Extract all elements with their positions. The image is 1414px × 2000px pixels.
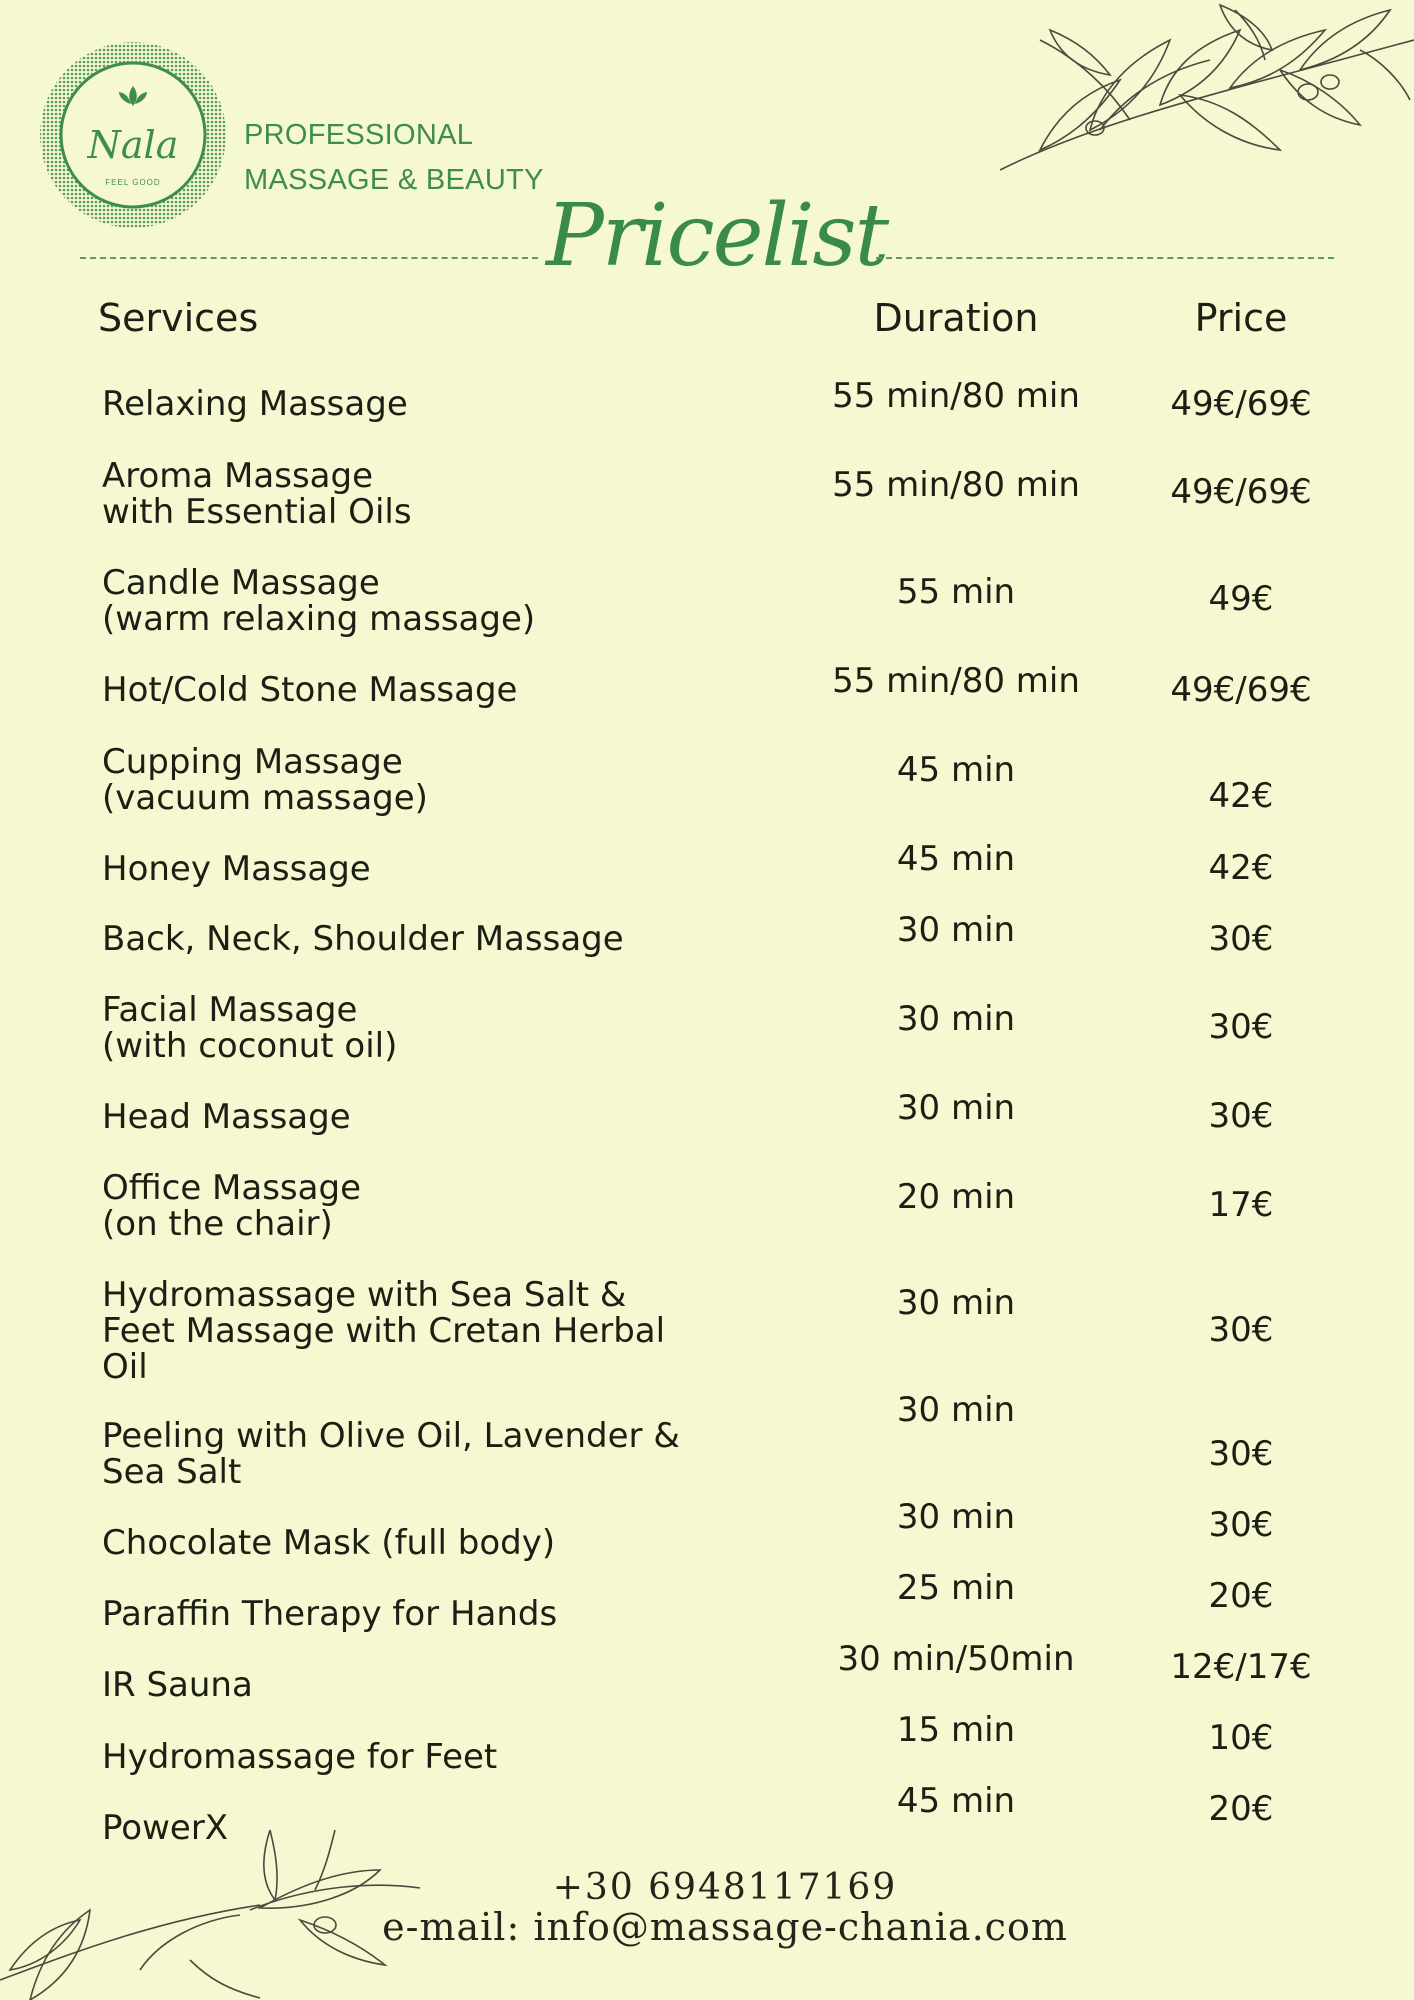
- service-price: 12€/17€: [1170, 1647, 1312, 1687]
- service-price: 42€: [1208, 776, 1274, 816]
- service-duration: 55 min/80 min: [832, 465, 1080, 505]
- service-name: Cupping Massage (vacuum massage): [102, 742, 428, 818]
- service-price: 30€: [1208, 1007, 1274, 1047]
- service-duration: 30 min: [896, 910, 1016, 950]
- service-price: 30€: [1208, 1310, 1274, 1350]
- header-price: Price: [1194, 296, 1288, 340]
- service-name: IR Sauna: [102, 1665, 253, 1705]
- service-duration: 30 min: [896, 1283, 1016, 1323]
- service-duration: 30 min: [896, 1497, 1016, 1537]
- service-duration: 45 min: [896, 1781, 1016, 1821]
- service-name: PowerX: [102, 1808, 229, 1848]
- service-price: 49€/69€: [1170, 472, 1312, 512]
- service-duration: 25 min: [896, 1568, 1016, 1608]
- contact-phone[interactable]: +30 6948117169: [552, 1867, 898, 1908]
- service-duration: 15 min: [896, 1710, 1016, 1750]
- service-price: 20€: [1208, 1789, 1274, 1829]
- service-duration: 45 min: [896, 839, 1016, 879]
- service-duration: 55 min/80 min: [832, 376, 1080, 416]
- service-duration: 55 min: [896, 572, 1016, 612]
- service-price: 42€: [1208, 848, 1274, 888]
- service-name: Candle Massage (warm relaxing massage): [102, 563, 536, 639]
- logo-tagline: FEEL GOOD: [105, 178, 161, 187]
- service-name: Hydromassage for Feet: [102, 1737, 498, 1777]
- service-name: Office Massage (on the chair): [102, 1168, 361, 1244]
- title-rule-left: [80, 257, 538, 259]
- olive-branch-icon: [980, 0, 1414, 180]
- service-duration: 55 min/80 min: [832, 661, 1080, 701]
- brand-line-2: MASSAGE & BEAUTY: [244, 164, 544, 196]
- service-price: 17€: [1208, 1185, 1274, 1225]
- service-name: Aroma Massage with Essential Oils: [102, 456, 412, 532]
- service-name: Hydromassage with Sea Salt & Feet Massage with Cretan Herbal Oil: [102, 1275, 666, 1387]
- service-name: Peeling with Olive Oil, Lavender & Sea Salt: [102, 1416, 680, 1492]
- service-price: 49€/69€: [1170, 384, 1312, 424]
- service-duration: 30 min/50min: [837, 1639, 1075, 1679]
- service-price: 30€: [1208, 919, 1274, 959]
- header-services: Services: [98, 296, 259, 340]
- header-duration: Duration: [873, 296, 1039, 340]
- service-price: 49€: [1208, 579, 1274, 619]
- service-duration: 45 min: [896, 750, 1016, 790]
- service-name: Paraffin Therapy for Hands: [102, 1594, 558, 1634]
- brand-line-1: PROFESSIONAL: [244, 119, 474, 151]
- service-duration: 30 min: [896, 1390, 1016, 1430]
- title-rule-right: [876, 257, 1334, 259]
- logo-name: Nala: [87, 123, 179, 167]
- service-name: Relaxing Massage: [102, 384, 408, 424]
- service-price: 30€: [1208, 1434, 1274, 1474]
- contact-email[interactable]: e-mail: info@massage-chania.com: [382, 1905, 1068, 1949]
- service-duration: 20 min: [896, 1177, 1016, 1217]
- service-price: 10€: [1208, 1718, 1274, 1758]
- service-price: 20€: [1208, 1576, 1274, 1616]
- service-price: 49€/69€: [1170, 670, 1312, 710]
- service-name: Honey Massage: [102, 849, 371, 889]
- service-duration: 30 min: [896, 999, 1016, 1039]
- service-name: Hot/Cold Stone Massage: [102, 670, 518, 710]
- service-price: 30€: [1208, 1505, 1274, 1545]
- service-name: Head Massage: [102, 1097, 351, 1137]
- page-title: Pricelist: [546, 186, 888, 286]
- service-name: Facial Massage (with coconut oil): [102, 990, 398, 1066]
- brand-text: [244, 113, 544, 203]
- service-name: Chocolate Mask (full body): [102, 1523, 556, 1563]
- service-name: Back, Neck, Shoulder Massage: [102, 919, 624, 959]
- logo: [38, 40, 228, 230]
- service-price: 30€: [1208, 1096, 1274, 1136]
- service-duration: 30 min: [896, 1088, 1016, 1128]
